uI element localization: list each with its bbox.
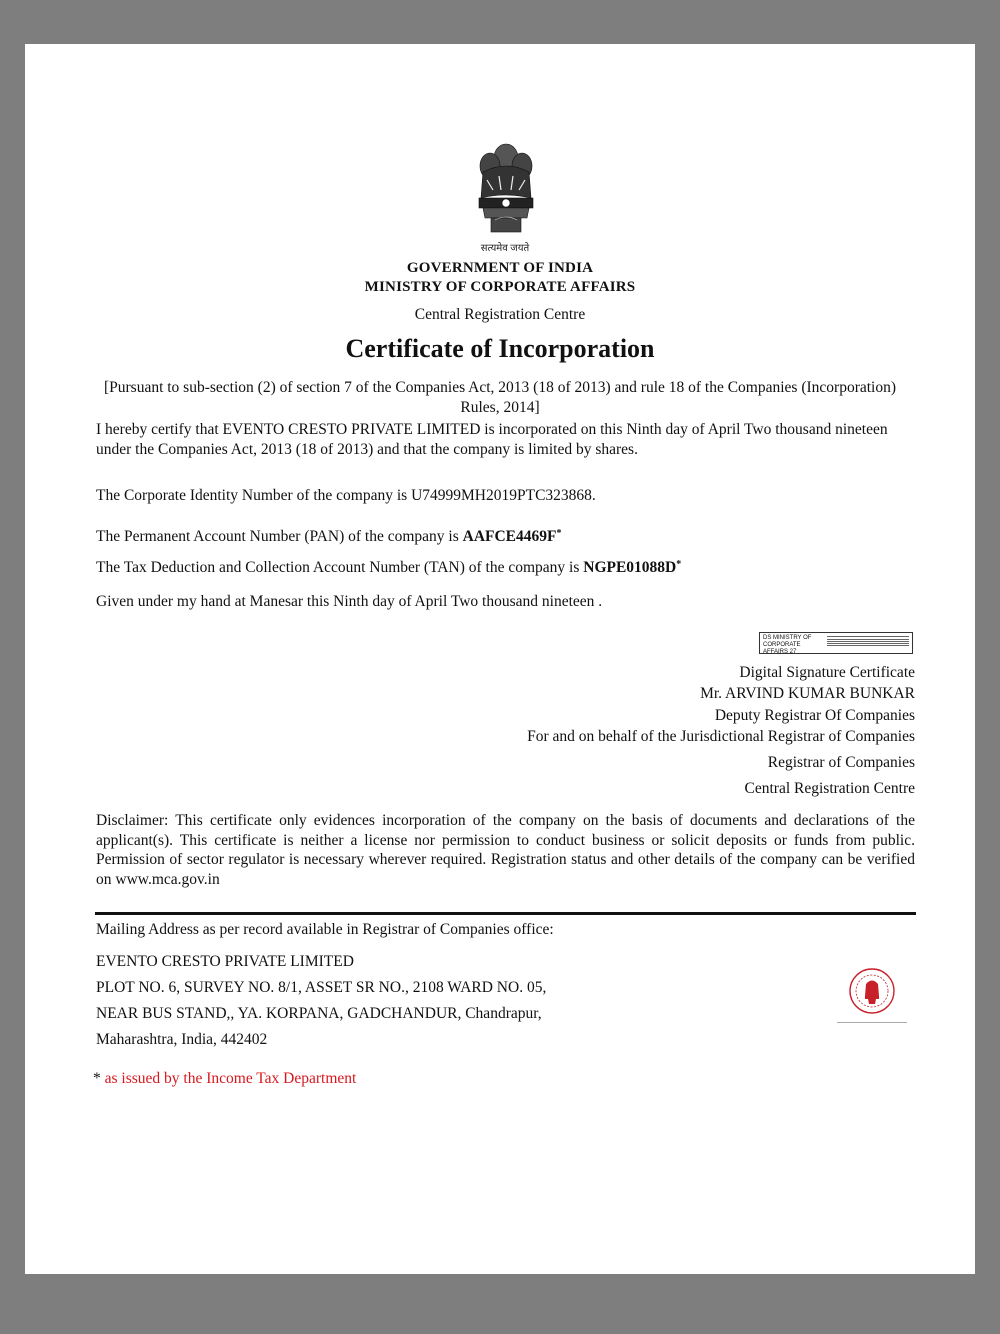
centre-heading: Central Registration Centre [414, 306, 586, 323]
tan-asterisk: * [676, 559, 682, 570]
mailing-line-2: PLOT NO. 6, SURVEY NO. 8/1, ASSET SR NO., 2108 WARD NO. 05, [96, 979, 547, 996]
government-heading: GOVERNMENT OF INDIA [406, 260, 594, 276]
certify-paragraph: I hereby certify that EVENTO CRESTO PRIVATE LIMITED is incorporated on this Ninth day of April Two thousand nineteen under the Companies Act, 2013 (18 of 2013) and that the company is limited by shares. [96, 421, 888, 458]
signer-line-1: DS MINISTRY OF [763, 635, 812, 641]
divider [95, 912, 916, 915]
disclaimer: Disclaimer: This certificate only evidences incorporation of the company on the basis of documents and declarations of the applicant(s). This certificate is neither a license nor permission to conduct business or solicit deposits or funds from public. Permission of sector regulator is necessary wherever required. Registration status and other details of the company can be verified on www.mca.gov.in [96, 812, 915, 888]
tan-value: NGPE01088D [583, 559, 677, 576]
national-emblem-icon [469, 136, 543, 256]
signatory-name: Mr. ARVIND KUMAR BUNKAR [700, 685, 915, 702]
pan-line [96, 524, 916, 547]
ministry-heading: MINISTRY OF CORPORATE AFFAIRS [364, 279, 636, 295]
pan-asterisk: * [556, 528, 562, 539]
cin-line: The Corporate Identity Number of the company is U74999MH2019PTC323868. [96, 487, 596, 504]
signatory-designation: Deputy Registrar Of Companies [714, 707, 915, 724]
pursuant-note: [Pursuant to sub-section (2) of section 7 of the Companies Act, 2013 (18 of 2013) and rule 18 of the Companies (Incorporation) Rules, 2014] [103, 379, 897, 416]
signature-line-1: Digital Signature Certificate [739, 664, 915, 681]
footnote-asterisk: * [93, 1070, 101, 1087]
signature-line-4: For and on behalf of the Jurisdictional Registrar of Companies [527, 728, 915, 745]
footnote [93, 1070, 356, 1088]
signature-line-5: Registrar of Companies [767, 754, 915, 771]
mailing-line-4: Maharashtra, India, 442402 [96, 1031, 268, 1048]
mailing-heading: Mailing Address as per record available in Registrar of Companies office: [96, 921, 554, 938]
mailing-line-1: EVENTO CRESTO PRIVATE LIMITED [96, 953, 354, 970]
seal-divider [837, 1022, 907, 1023]
registrar-seal-icon [837, 964, 907, 1024]
given-line: Given under my hand at Manesar this Ninth day of April Two thousand nineteen . [96, 593, 603, 610]
tan-line [96, 555, 916, 578]
footnote-text: as issued by the Income Tax Department [100, 1070, 357, 1087]
signature-line-6: Central Registration Centre [744, 780, 915, 797]
digital-signature-signer [763, 635, 823, 655]
digital-signature-box[interactable] [759, 632, 913, 654]
tan-label: The Tax Deduction and Collection Account Number (TAN) of the company is [96, 559, 584, 576]
pan-value: AAFCE4469F [462, 528, 557, 545]
digital-signature-details [827, 635, 909, 651]
emblem-motto: सत्यमेव जयते [480, 243, 530, 254]
mailing-line-3: NEAR BUS STAND,, YA. KORPANA, GADCHANDUR, Chandrapur, [96, 1005, 542, 1022]
page-title: Certificate of Incorporation [345, 334, 655, 363]
certificate-page [25, 44, 975, 1274]
pan-label: The Permanent Account Number (PAN) of the company is [96, 528, 463, 545]
signer-line-2: CORPORATE AFFAIRS 27 [763, 642, 801, 655]
